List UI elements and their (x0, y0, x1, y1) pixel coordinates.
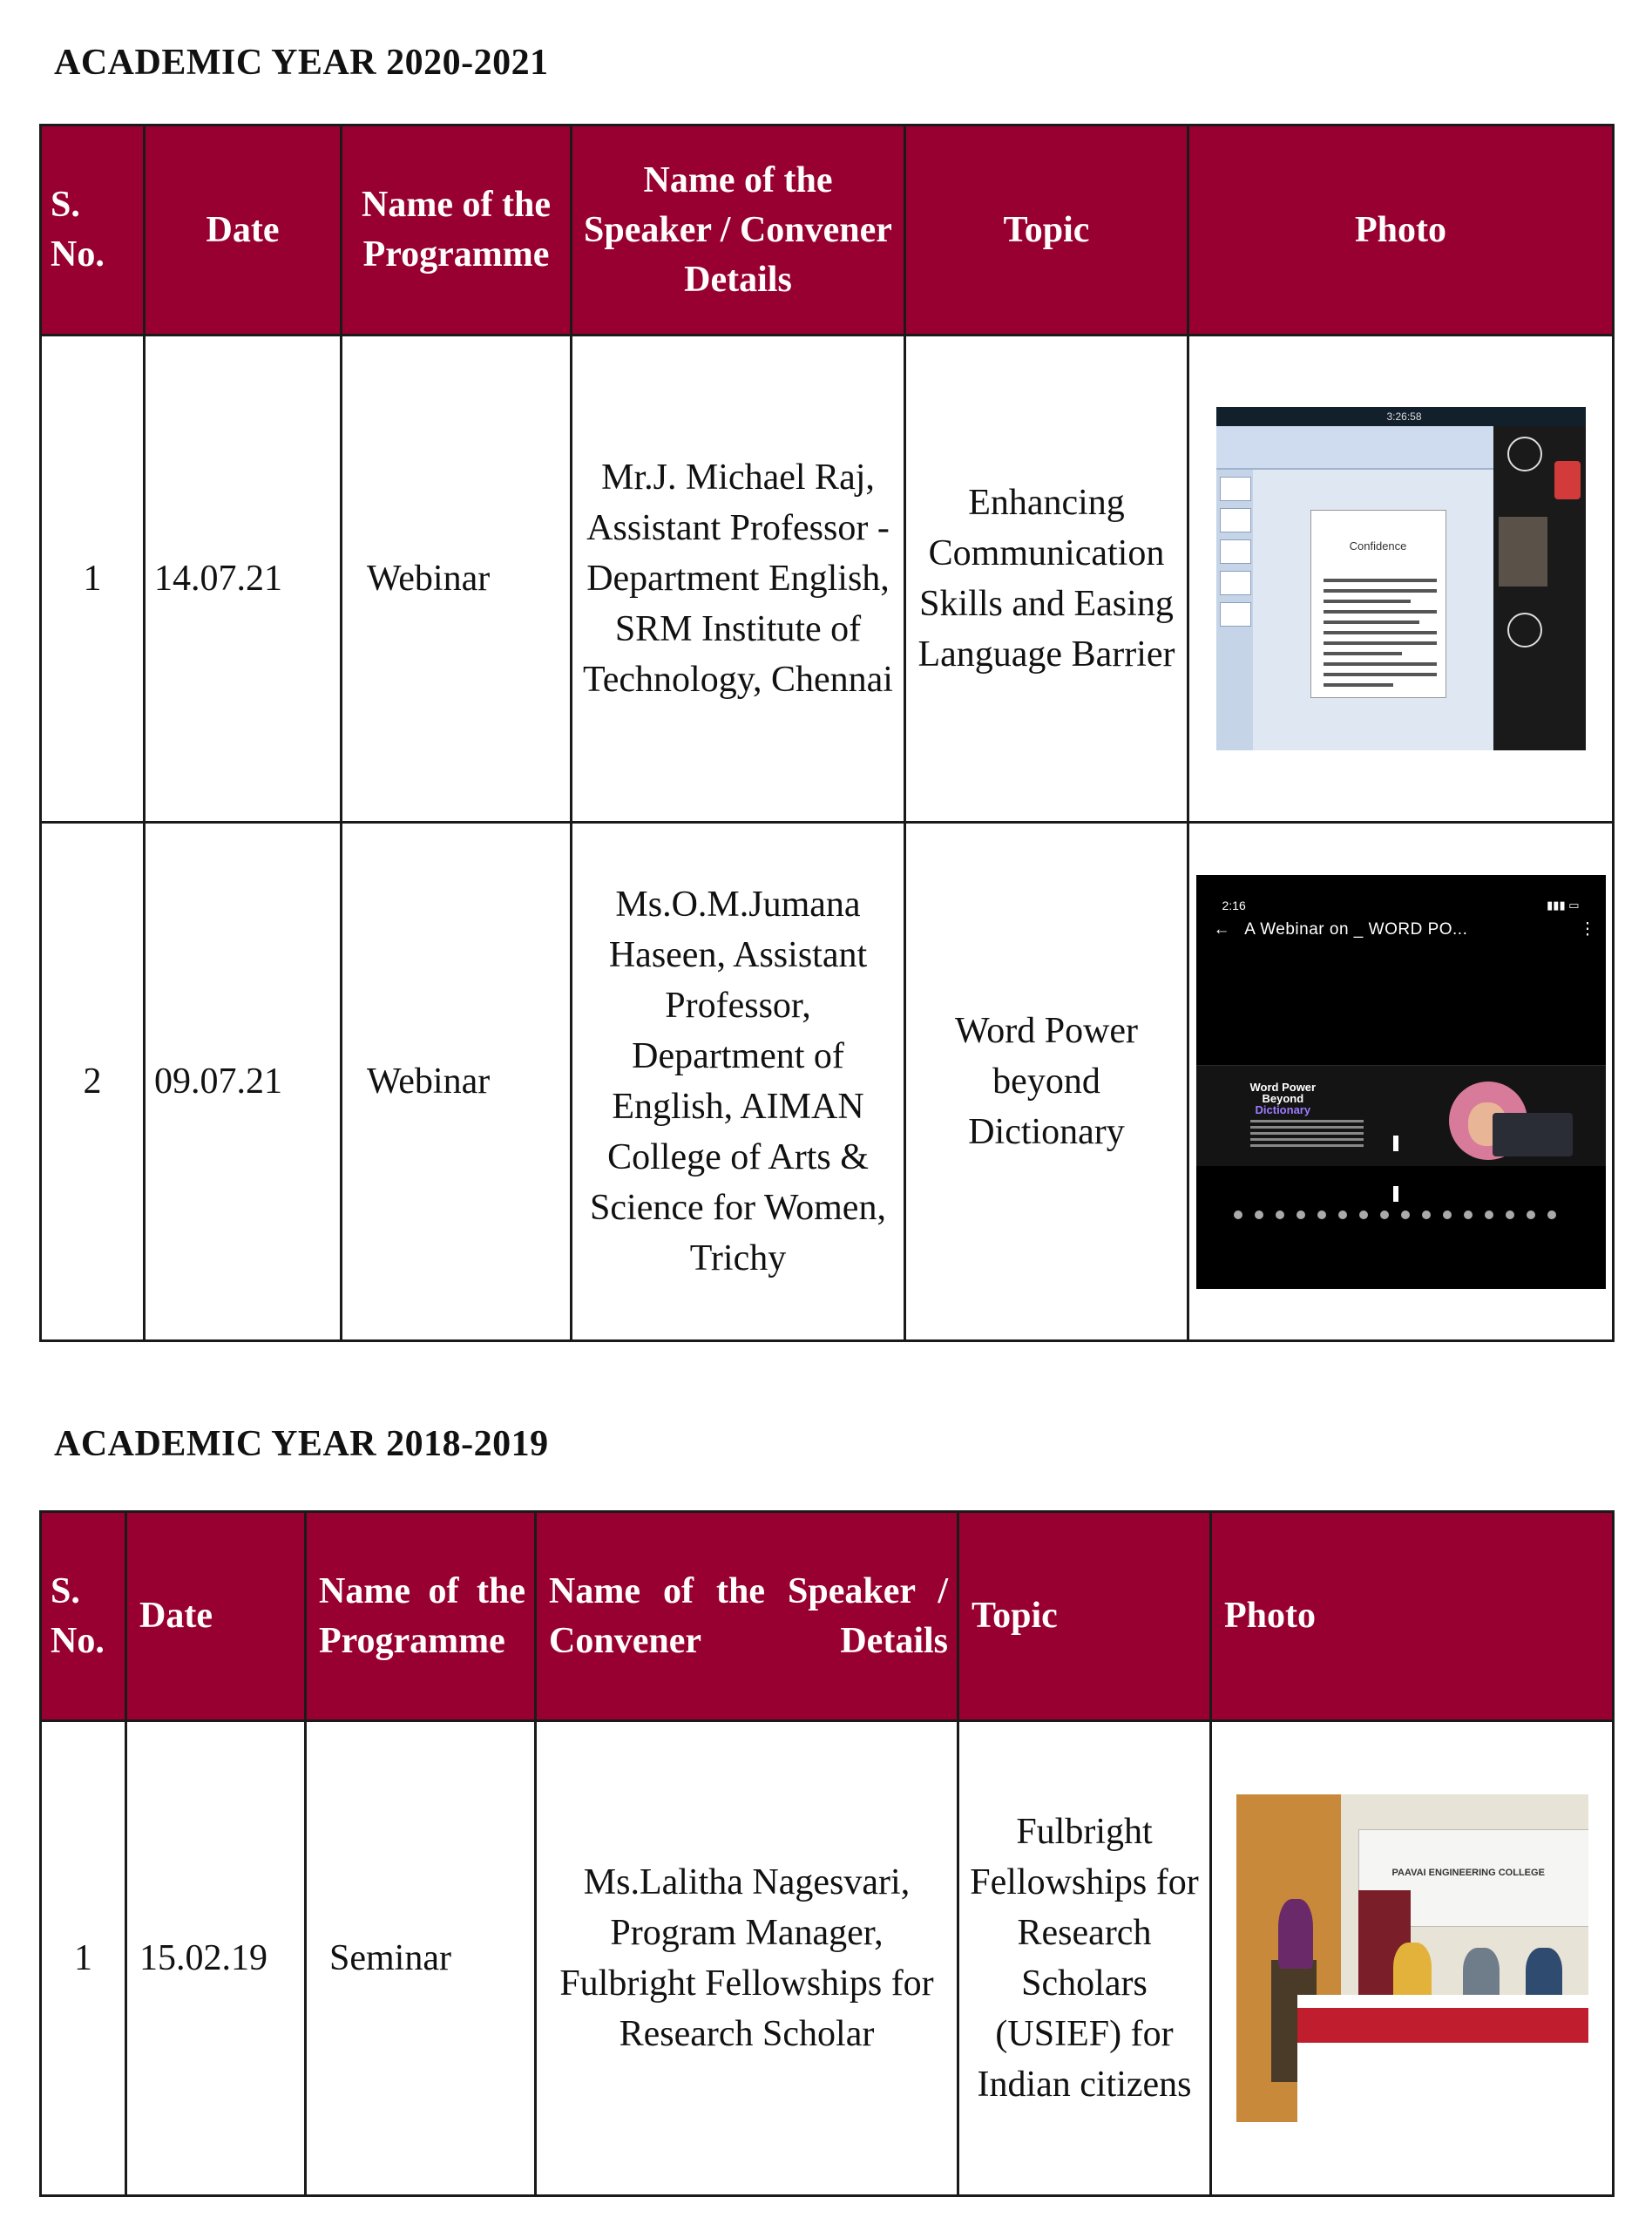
header-speaker: Name of the Speaker / Convener Details (572, 125, 905, 336)
slide-thumbnails (1216, 470, 1253, 750)
signal-icon: ▮▮▮ ▭ (1547, 898, 1580, 912)
status-bar: 3:26:58 (1216, 407, 1586, 426)
header-programme: Name of the Programme (342, 125, 572, 336)
header-date: Date (145, 125, 342, 336)
cell-sno: 2 (41, 823, 145, 1341)
table-row (41, 1721, 1614, 2196)
banner-line: Dictionary (1255, 1102, 1311, 1116)
webinar-title: A Webinar on _ WORD PO... (1244, 919, 1468, 939)
cell-topic: Enhancing Communication Skills and Easing Language Barrier (905, 336, 1188, 823)
mini-video-tile (1493, 1113, 1573, 1156)
cell-speaker: Ms.O.M.Jumana Haseen, Assistant Professor, Department of English, AIMAN College of Arts & Science for Women, Trichy (572, 823, 905, 1341)
webinar-banner (1196, 1065, 1606, 1166)
participant-strip (1205, 1182, 1597, 1194)
back-arrow-icon: ← (1213, 919, 1230, 939)
table-header-row (41, 1512, 1614, 1721)
stage-banner-text: PAAVAI ENGINEERING COLLEGE (1391, 1868, 1545, 1878)
ribbon-toolbar (1216, 426, 1493, 470)
header-date: Date (126, 1512, 306, 1721)
cell-sno: 1 (41, 336, 145, 823)
banner-line: Beyond (1262, 1091, 1304, 1105)
cell-photo (1211, 1721, 1614, 2196)
cell-photo (1188, 336, 1614, 823)
table-header-row (41, 125, 1614, 336)
header-sno: S. No. (41, 125, 145, 336)
cell-sno: 1 (41, 1721, 126, 2196)
slide (1310, 510, 1446, 698)
cell-topic: Word Power beyond Dictionary (905, 823, 1188, 1341)
participant-avatar (1507, 613, 1542, 648)
programme-table-2018-2019 (39, 1510, 1615, 2197)
pause-icon (1390, 1114, 1405, 1129)
table-skirt (1297, 2008, 1588, 2043)
banner-details (1250, 1116, 1364, 1147)
header-topic: Topic (958, 1512, 1211, 1721)
cell-speaker: Mr.J. Michael Raj, Assistant Professor -Department English, SRM Institute of Technology, Chennai (572, 336, 905, 823)
video-sidebar (1493, 426, 1586, 750)
cell-topic: Fulbright Fellowships for Research Scholars (USIEF) for Indian citizens (958, 1721, 1211, 2196)
header-speaker: Name of the Speaker / Convener Details (536, 1512, 958, 1721)
cell-programme: Webinar (342, 823, 572, 1341)
webinar-phone-screenshot-photo (1196, 875, 1606, 1289)
end-call-icon (1554, 461, 1581, 499)
slide-title: Confidence (1349, 539, 1407, 553)
section-heading-2020-2021: ACADEMIC YEAR 2020-2021 (54, 43, 549, 83)
banner-line: Word Power (1249, 1080, 1317, 1094)
header-photo: Photo (1211, 1512, 1614, 1721)
presentation-window (1216, 426, 1493, 750)
cell-programme: Webinar (342, 336, 572, 823)
webinar-title-bar (1213, 905, 1596, 955)
seminar-stage-photo (1236, 1794, 1588, 2122)
phone-status-time: 2:16 (1222, 898, 1246, 912)
participant-avatar (1507, 437, 1542, 471)
header-photo: Photo (1188, 125, 1614, 336)
header-topic: Topic (905, 125, 1188, 336)
section-heading-2018-2019: ACADEMIC YEAR 2018-2019 (54, 1424, 549, 1464)
table-row (41, 823, 1614, 1341)
cell-date: 14.07.21 (145, 336, 342, 823)
webinar-screenshot-photo (1216, 407, 1586, 750)
more-icon: ⋮ (1579, 919, 1596, 939)
cell-date: 15.02.19 (126, 1721, 306, 2196)
header-sno: S. No. (41, 1512, 126, 1721)
cell-photo (1188, 823, 1614, 1341)
programme-table-2020-2021 (39, 124, 1615, 1342)
cell-programme: Seminar (306, 1721, 536, 2196)
participant-video (1499, 517, 1547, 587)
header-programme: Name of the Programme (306, 1512, 536, 1721)
cell-date: 09.07.21 (145, 823, 342, 1341)
banner-title (1250, 1082, 1317, 1116)
cell-speaker: Ms.Lalitha Nagesvari, Program Manager, Fulbright Fellowships for Research Scholar (536, 1721, 958, 2196)
table-row (41, 336, 1614, 823)
speaker-figure (1278, 1899, 1313, 1969)
